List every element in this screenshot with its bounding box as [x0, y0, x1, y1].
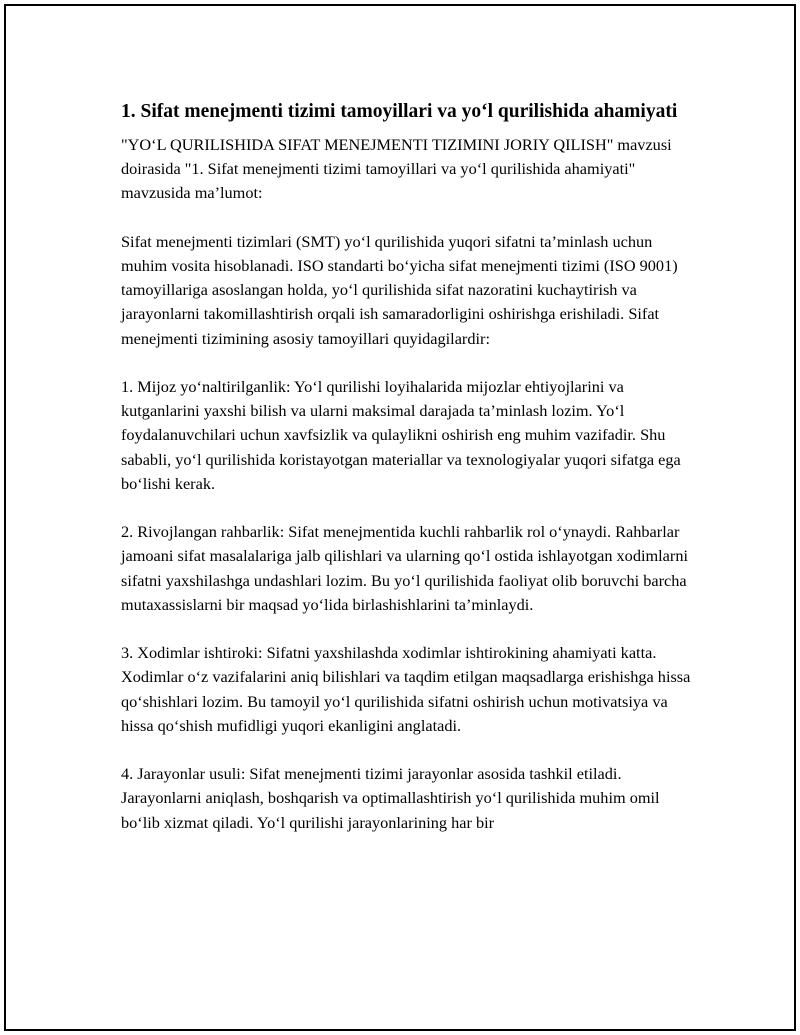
principle-3-paragraph: 3. Xodimlar ishtiroki: Sifatni yaxshilashda xodimlar ishtirokining ahamiyati katta. Xodimlar o‘z vazifalarini aniq bilishlari va taqdim etilgan maqsadlarga erishishga hissa qo‘shishlari lozim. Bu tamoyil yo‘l qurilishida sifatni oshirish uchun motivatsiya va hissa qo‘shish mufidligi yuqori ekanligini anglatadi. — [121, 643, 691, 735]
intro-paragraph: "YO‘L QURILISHIDA SIFAT MENEJMENTI TIZIMINI JORIY QILISH" mavzusi doirasida "1. Sifat menejmenti tizimi tamoyillari va yo‘l qurilishida ahamiyati" mavzusida ma’lumot: — [121, 135, 672, 203]
section-heading: 1. Sifat menejmenti tizimi tamoyillari va yo‘l qurilishida ahamiyati — [121, 101, 678, 122]
principle-1-paragraph: 1. Mijoz yo‘naltirilganlik: Yo‘l qurilishi loyihalarida mijozlar ehtiyojlarini va kutganlarini yaxshi bilish va ularni maksimal darajada ta’minlash lozim. Yo‘l foydalanuvchilari uchun xavfsizlik va qulaylikni oshirish eng muhim vazifadir. Shu sababli, yo‘l qurilishida koristayotgan materiallar va texnologiyalar yuqori sifatga ega bo‘lishi kerak. — [121, 377, 681, 493]
overview-paragraph: Sifat menejmenti tizimlari (SMT) yo‘l qurilishida yuqori sifatni ta’minlash uchun muhim vosita hisoblanadi. ISO standarti bo‘yicha sifat menejmenti tizimi (ISO 9001) tamoyillariga asoslangan holda, yo‘l qurilishida sifat nazoratini kuchaytirish va jarayonlarni takomillashtirish orqali ish samaradorligini oshirishga erishiladi. Sifat menejmenti tizimining asosiy tamoyillari quyidagilardir: — [121, 231, 678, 348]
document-content — [121, 98, 701, 859]
document-page — [4, 4, 796, 1031]
principle-2-paragraph: 2. Rivojlangan rahbarlik: Sifat menejmentida kuchli rahbarlik rol o‘ynaydi. Rahbarlar jamoani sifat masalalariga jalb qilishlari va ularning qo‘l ostida ishlayotgan xodimlarni sifatni yaxshilashga undashlari lozim. Bu yo‘l qurilishida faoliyat olib boruvchi barcha mutaxassislarni bir maqsad yo‘lida birlashishlarini ta’minlaydi. — [121, 522, 688, 614]
principle-4-paragraph: 4. Jarayonlar usuli: Sifat menejmenti tizimi jarayonlar asosida tashkil etiladi. Jarayonlarni aniqlash, boshqarish va optimallashtirish yo‘l qurilishida muhim omil bo‘lib xizmat qiladi. Yo‘l qurilishi jarayonlarining har bir — [121, 764, 660, 832]
